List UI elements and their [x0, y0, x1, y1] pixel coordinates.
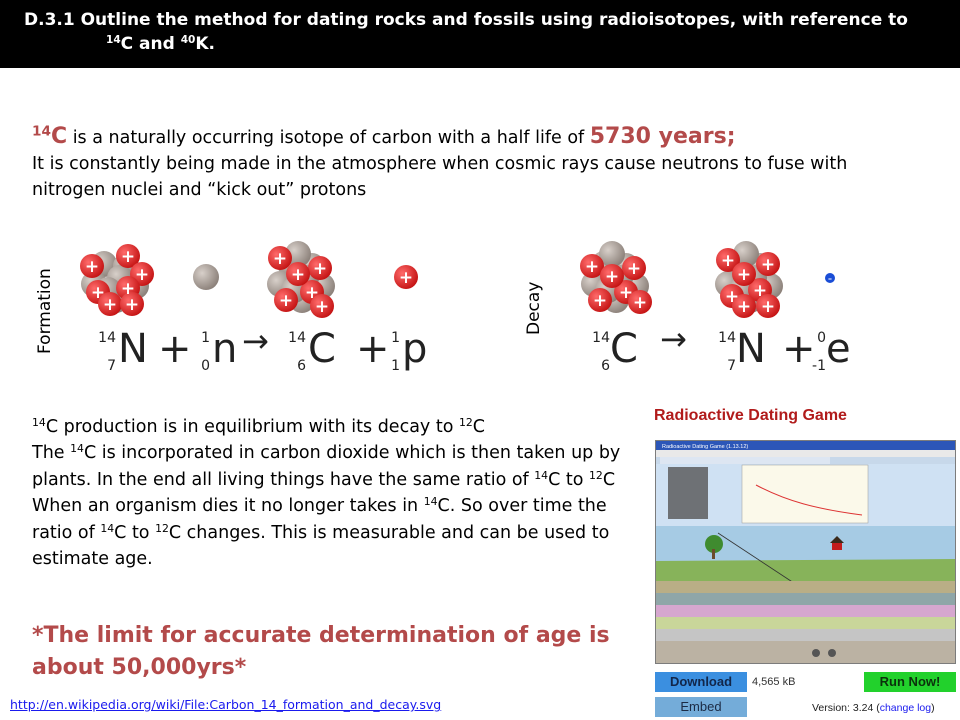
download-size: 4,565 kB — [752, 676, 796, 688]
title-potassium-text: K. — [195, 34, 216, 54]
decay-nitrogen-symbol: N — [736, 326, 766, 372]
intro-line-1-text: is a naturally occurring isotope of carbon with a half life of — [67, 128, 590, 148]
run-now-button[interactable]: Run Now! — [864, 672, 956, 692]
proton-plus-sign: + — [752, 281, 768, 301]
decay-plus-sign: + — [782, 326, 816, 372]
proton-plus-sign: + — [120, 247, 136, 267]
intro-line-2: It is constantly being made in the atmosphere when cosmic rays cause neutrons to fuse with nitrogen nuclei and “kick out” protons — [32, 154, 848, 200]
proton-plus-sign: + — [724, 287, 740, 307]
simulation-preview — [656, 441, 956, 664]
proton-plus-sign: + — [604, 267, 620, 287]
proton-plus-sign: + — [102, 295, 118, 315]
proton-plus-sign: + — [134, 265, 150, 285]
nitrogen-nucleus-decay — [715, 241, 783, 318]
nitrogen-nucleus-formation — [80, 244, 154, 316]
proton-plus-sign: + — [120, 279, 136, 299]
age-limit-highlight: *The limit for accurate determination of age is about 50,000yrs* — [32, 623, 610, 680]
proton-plus-sign: + — [736, 297, 752, 317]
decay-carbon-symbol: C — [610, 326, 638, 372]
incorporation-paragraph: The $^{14}$C is incorporated in carbon dioxide which is then taken up by plants. In the end all living things have the same ratio of $^{14}$C to $^{12}$C — [32, 442, 621, 490]
sim-window-title: Radioactive Dating Game (1.13.12) — [662, 444, 749, 450]
proton-plus-sign: + — [584, 257, 600, 277]
proton-plus-sign: + — [398, 268, 414, 288]
proton-plus-sign: + — [592, 291, 608, 311]
proton-plus-sign: + — [720, 251, 736, 271]
intro-text — [32, 124, 912, 203]
title-line-2 — [24, 32, 960, 56]
nitrogen-symbol: N — [118, 326, 148, 372]
version-text: Version: 3.24 (change log) — [812, 702, 935, 714]
simulation-screenshot[interactable] — [655, 440, 956, 664]
proton-plus-sign: + — [278, 291, 294, 311]
proton-symbol: p — [402, 326, 428, 372]
proton-plus-sign: + — [304, 283, 320, 303]
proton-plus-sign: + — [760, 255, 776, 275]
proton-plus-sign: + — [618, 283, 634, 303]
formation-label: Formation — [35, 268, 55, 354]
proton-plus-sign: + — [314, 297, 330, 317]
simulation-title: Radioactive Dating Game — [654, 407, 847, 424]
proton-plus-sign: + — [632, 293, 648, 313]
carbon-nucleus-formation — [267, 241, 335, 318]
intro-line-1 — [32, 124, 912, 151]
proton-plus-sign: + — [626, 259, 642, 279]
neutron-particle — [193, 264, 219, 290]
proton-plus-sign: + — [312, 259, 328, 279]
proton-plus-sign: + — [760, 297, 776, 317]
proton-plus-sign: + — [124, 295, 140, 315]
decay-label: Decay — [524, 281, 544, 335]
half-life-value: 5730 years; — [589, 124, 736, 149]
proton-plus-sign: + — [90, 283, 106, 303]
slide-title — [0, 0, 960, 68]
proton-plus-sign: + — [290, 265, 306, 285]
title-line-1: D.3.1 Outline the method for dating rocks and fossils using radioisotopes, with reference to — [24, 10, 908, 30]
source-link[interactable]: http://en.wikipedia.org/wiki/File:Carbon_14_formation_and_decay.svg — [10, 697, 442, 712]
c14-heading: $^{14}$C — [32, 123, 68, 149]
k40-superscript: 40 — [180, 34, 196, 47]
c14-superscript: 14 — [106, 34, 121, 47]
organism-death-paragraph: When an organism dies it no longer takes in $^{14}$C. So over time the ratio of $^{14}$C to $^{12}$C changes. This is measurable and can be used to estimate age. — [32, 495, 610, 570]
neutron-symbol: n — [212, 326, 238, 372]
plus-sign-2: + — [356, 326, 390, 372]
proton-plus-sign: + — [272, 249, 288, 269]
reaction-arrow: → — [242, 322, 269, 360]
title-carbon-text: C and — [120, 34, 181, 54]
carbon-symbol: C — [308, 326, 336, 372]
proton-plus-sign: + — [736, 265, 752, 285]
electron-minus-sign: – — [828, 274, 832, 283]
embed-button[interactable]: Embed — [655, 697, 747, 717]
decay-arrow: → — [660, 320, 687, 358]
electron-symbol: e — [826, 326, 851, 372]
download-button[interactable]: Download — [655, 672, 747, 692]
carbon14-diagram: + + + + + + + + + + + + + + + + + + + + + + + + + + + – Formation Decay 14 7 N + 1 0 n → 14 6 C + 1 1 p 14 6 C → 14 7 N + 0 -1 e — [30, 222, 890, 392]
body-text — [32, 414, 642, 572]
equilibrium-paragraph: $^{14}$C production is in equilibrium with its decay to $^{12}$C — [32, 416, 486, 437]
proton-plus-sign: + — [84, 257, 100, 277]
carbon-nucleus-decay — [580, 241, 652, 314]
plus-sign-1: + — [158, 326, 192, 372]
change-log-link[interactable]: change log — [879, 702, 932, 714]
